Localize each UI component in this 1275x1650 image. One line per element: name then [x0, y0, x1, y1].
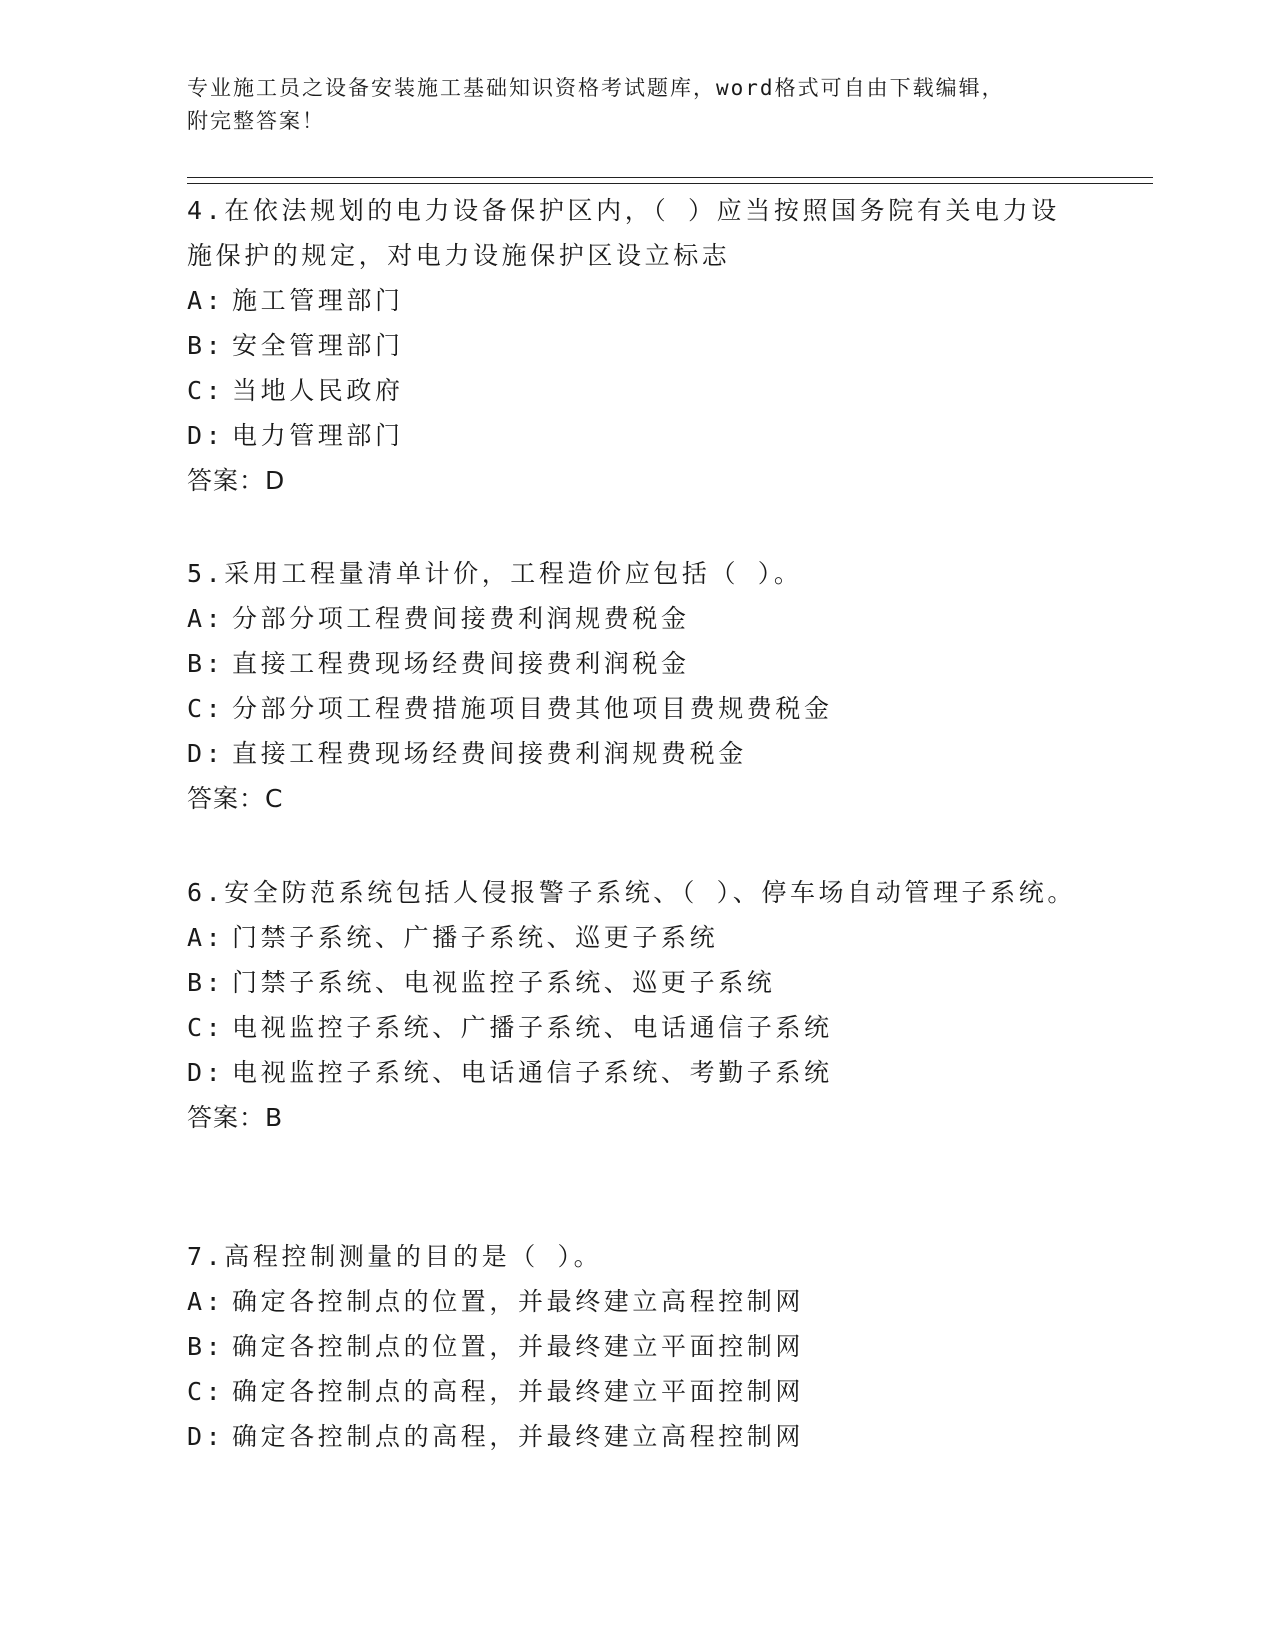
option-letter: A:: [187, 1287, 225, 1316]
question-text: 7.高程控制测量的目的是（ ）。: [187, 1242, 603, 1271]
option-text: 电视监控子系统、电话通信子系统、考勤子系统: [232, 1058, 833, 1087]
option-letter: B:: [187, 649, 225, 678]
option-d: [187, 413, 1087, 458]
header-line-1: 专业施工员之设备安装施工基础知识资格考试题库，word格式可自由下载编辑，: [187, 76, 1005, 100]
option-letter: C:: [187, 1377, 225, 1406]
option-text: 安全管理部门: [232, 331, 404, 360]
option-letter: A:: [187, 604, 225, 633]
option-text: 电视监控子系统、广播子系统、电话通信子系统: [232, 1013, 833, 1042]
option-text: 直接工程费现场经费间接费利润税金: [232, 649, 690, 678]
option-text: 分部分项工程费措施项目费其他项目费规费税金: [232, 694, 833, 723]
option-letter: D:: [187, 1422, 225, 1451]
header-divider-top: [187, 177, 1153, 178]
option-a: [187, 596, 1087, 641]
option-b: [187, 1324, 1087, 1369]
option-text: 直接工程费现场经费间接费利润规费税金: [232, 739, 747, 768]
option-c: [187, 1369, 1087, 1414]
option-text: 分部分项工程费间接费利润规费税金: [232, 604, 690, 633]
option-letter: D:: [187, 739, 225, 768]
answer-line: 答案：C: [187, 784, 284, 813]
option-text: 确定各控制点的位置，并最终建立平面控制网: [232, 1332, 805, 1361]
question-7: [187, 1234, 1087, 1459]
option-d: [187, 1414, 1087, 1459]
option-text: 确定各控制点的高程，并最终建立平面控制网: [232, 1377, 805, 1406]
option-a: [187, 1279, 1087, 1324]
option-text: 当地人民政府: [232, 376, 404, 405]
question-text: 6.安全防范系统包括人侵报警子系统、（ ）、停车场自动管理子系统。: [187, 878, 1076, 907]
option-letter: B:: [187, 1332, 225, 1361]
option-b: [187, 323, 1087, 368]
option-a: [187, 915, 1087, 960]
header-line-2: 附完整答案！: [187, 109, 325, 133]
option-b: [187, 641, 1087, 686]
option-letter: D:: [187, 1058, 225, 1087]
option-letter: B:: [187, 331, 225, 360]
question-5: [187, 551, 1087, 821]
question-text: 4.在依法规划的电力设备保护区内，（ ）应当按照国务院有关电力设施保护的规定，对电力设施保护区设立标志: [187, 196, 1060, 270]
option-letter: C:: [187, 694, 225, 723]
option-letter: A:: [187, 286, 225, 315]
option-d: [187, 731, 1087, 776]
option-c: [187, 368, 1087, 413]
option-letter: D:: [187, 421, 225, 450]
option-d: [187, 1050, 1087, 1095]
document-header: [187, 72, 1087, 138]
option-letter: C:: [187, 376, 225, 405]
answer-line: 答案：D: [187, 466, 286, 495]
option-letter: B:: [187, 968, 225, 997]
option-c: [187, 1005, 1087, 1050]
option-text: 电力管理部门: [232, 421, 404, 450]
option-text: 确定各控制点的高程，并最终建立高程控制网: [232, 1422, 805, 1451]
answer-line: 答案：B: [187, 1103, 284, 1132]
option-a: [187, 278, 1087, 323]
question-6: [187, 870, 1087, 1140]
question-text: 5.采用工程量清单计价，工程造价应包括（ ）。: [187, 559, 803, 588]
option-text: 确定各控制点的位置，并最终建立高程控制网: [232, 1287, 805, 1316]
option-text: 施工管理部门: [232, 286, 404, 315]
option-letter: A:: [187, 923, 225, 952]
question-4: [187, 188, 1087, 503]
header-divider-bottom: [187, 183, 1153, 184]
option-c: [187, 686, 1087, 731]
option-b: [187, 960, 1087, 1005]
option-letter: C:: [187, 1013, 225, 1042]
option-text: 门禁子系统、广播子系统、巡更子系统: [232, 923, 719, 952]
option-text: 门禁子系统、电视监控子系统、巡更子系统: [232, 968, 776, 997]
